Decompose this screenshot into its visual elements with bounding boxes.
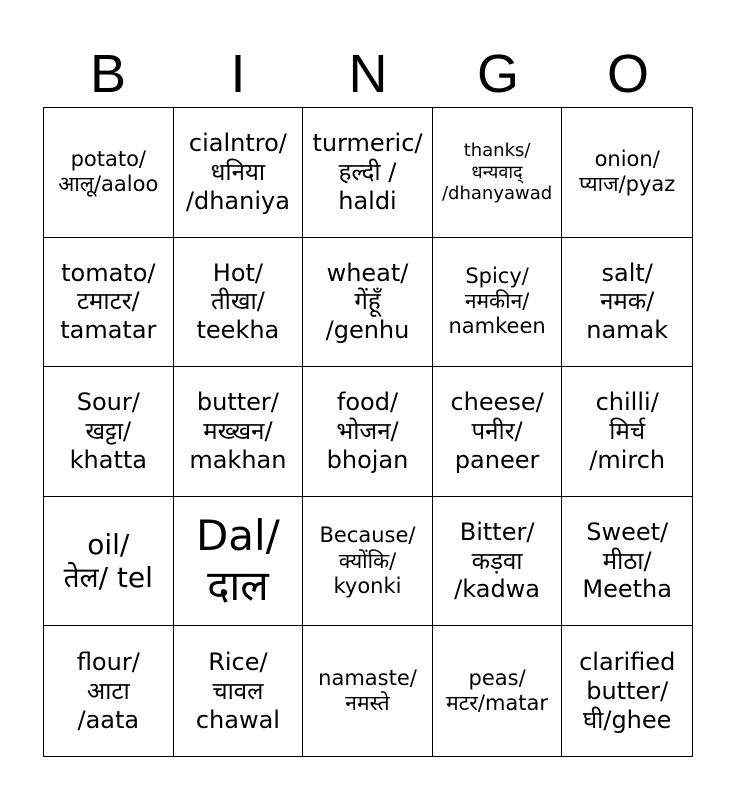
bingo-cell-r4c3[interactable]	[303, 497, 433, 627]
bingo-cell-r1c4[interactable]	[433, 108, 563, 238]
cell-text: thanks/ धन्यवाद् /dhanyawad	[441, 139, 553, 205]
bingo-cell-r2c1[interactable]	[44, 238, 174, 368]
cell-text: turmeric/ हल्दी / haldi	[312, 129, 423, 215]
cell-text: Bitter/ कड़वा /kadwa	[454, 517, 541, 604]
bingo-cell-r2c5[interactable]	[562, 238, 692, 368]
cell-text: wheat/ गेंहूँ /genhu	[325, 258, 410, 345]
bingo-cell-r3c5[interactable]	[562, 367, 692, 497]
cell-text: namaste/ नमस्ते	[318, 666, 417, 716]
cell-text: flour/ आटा /aata	[76, 648, 140, 734]
cell-text: clarified butter/ घी/ghee	[579, 648, 676, 734]
title-letter-b: B	[89, 44, 127, 104]
bingo-cell-r1c2[interactable]	[174, 108, 304, 238]
bingo-cell-r1c5[interactable]	[562, 108, 692, 238]
cell-text: cialntro/ धनिया /dhaniya	[185, 129, 290, 215]
title-letter-g: G	[476, 44, 519, 104]
cell-text: Rice/ चावल chawal	[195, 648, 280, 734]
bingo-cell-r5c2[interactable]	[174, 626, 304, 756]
bingo-cell-r4c4[interactable]	[433, 497, 563, 627]
cell-text: food/ भोजन/ bhojan	[326, 388, 409, 474]
cell-text: Sour/ खट्टा/ khatta	[69, 388, 147, 474]
cell-text: Spicy/ नमकीन/ namkeen	[448, 264, 546, 339]
cell-text: onion/ प्याज/pyaz	[579, 147, 676, 197]
bingo-cell-r4c2[interactable]	[174, 497, 304, 627]
bingo-cell-r4c5[interactable]	[562, 497, 692, 627]
cell-text: butter/ मख्खन/ makhan	[189, 388, 287, 474]
bingo-title	[43, 40, 693, 108]
cell-text: tomato/ टमाटर/ tamatar	[60, 258, 157, 345]
bingo-cell-r5c3[interactable]	[303, 626, 433, 756]
cell-text: Hot/ तीखा/ teekha	[196, 258, 280, 345]
cell-text: Sweet/ मीठा/ Meetha	[582, 517, 672, 604]
title-letter-i: I	[230, 44, 246, 104]
cell-text: Dal/ दाल	[195, 510, 280, 611]
cell-text: potato/ आलू/aaloo	[58, 147, 159, 197]
title-letter-o: O	[606, 44, 649, 104]
cell-text: salt/ नमक/ namak	[586, 258, 669, 345]
title-letter-n: N	[348, 44, 388, 104]
bingo-cell-r2c2[interactable]	[174, 238, 304, 368]
bingo-cell-r2c3[interactable]	[303, 238, 433, 368]
cell-text: oil/ तेल/ tel	[63, 527, 153, 595]
bingo-cell-r3c2[interactable]	[174, 367, 304, 497]
bingo-cell-r2c4[interactable]	[433, 238, 563, 368]
cell-text: peas/ मटर/matar	[446, 666, 549, 716]
bingo-cell-r5c4[interactable]	[433, 626, 563, 756]
bingo-cell-r3c3[interactable]	[303, 367, 433, 497]
bingo-cell-r3c1[interactable]	[44, 367, 174, 497]
cell-text: chilli/ मिर्च /mirch	[589, 388, 666, 474]
bingo-cell-r1c1[interactable]	[44, 108, 174, 238]
bingo-cell-r4c1[interactable]	[44, 497, 174, 627]
bingo-cell-r3c4[interactable]	[433, 367, 563, 497]
bingo-cell-r1c3[interactable]	[303, 108, 433, 238]
cell-text: Because/ क्योंकि/ kyonki	[319, 523, 416, 598]
bingo-cell-r5c1[interactable]	[44, 626, 174, 756]
cell-text: cheese/ पनीर/ paneer	[450, 388, 544, 474]
bingo-board	[43, 107, 693, 757]
bingo-cell-r5c5[interactable]	[562, 626, 692, 756]
